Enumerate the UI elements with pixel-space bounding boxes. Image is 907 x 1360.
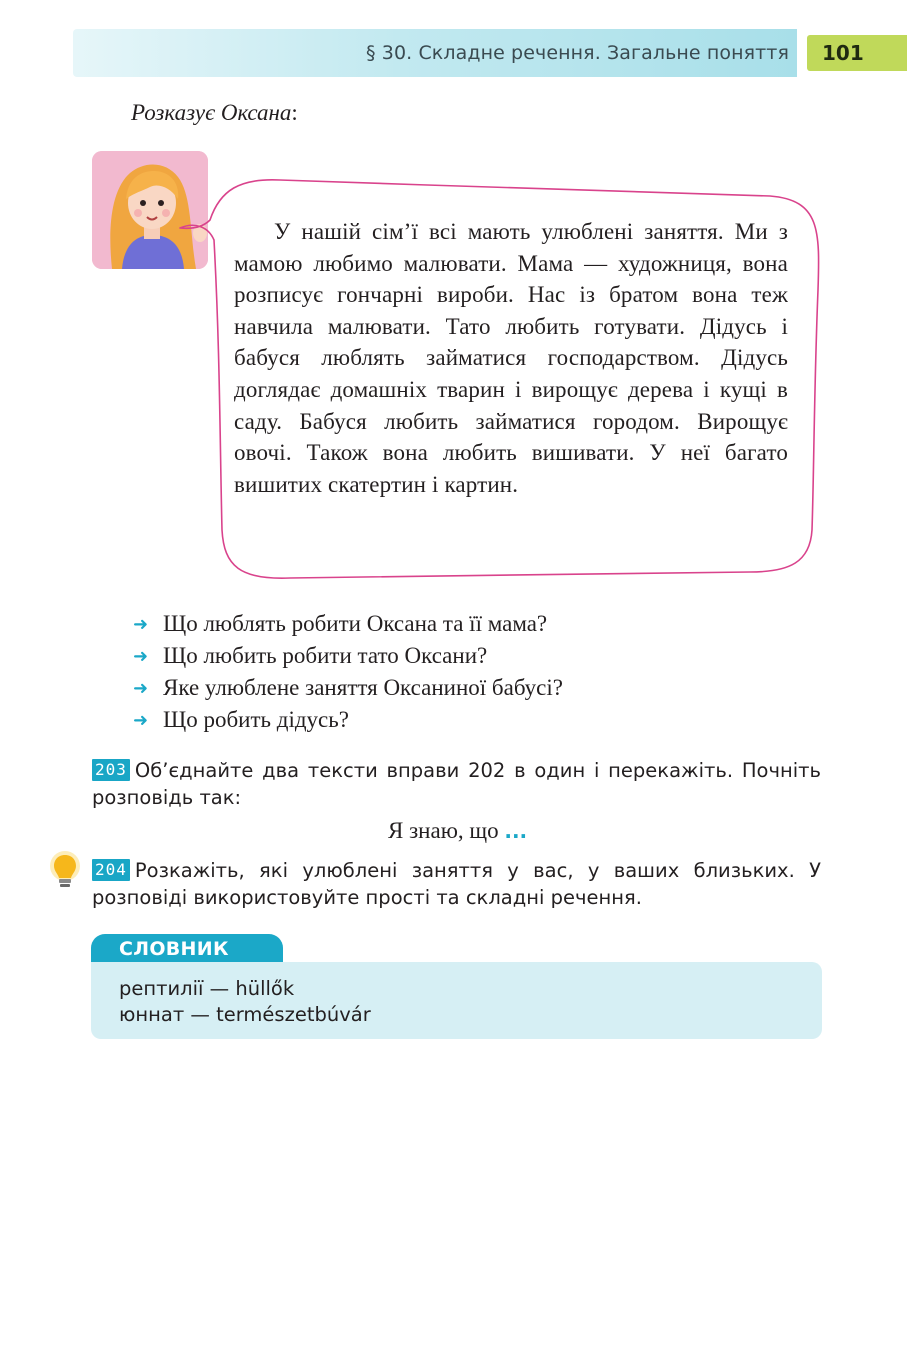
dictionary-box bbox=[91, 962, 822, 1039]
dictionary-entry: юннат — természetbúvár bbox=[119, 1003, 371, 1026]
question-text: Що робить дідусь? bbox=[163, 707, 349, 732]
exercise-text: Розкажіть, які улюблені заняття у вас, у ваших близьких. У розповіді використовуйте прості та складні речення. bbox=[92, 859, 821, 909]
lightbulb-icon bbox=[48, 851, 82, 893]
example-text: Я знаю, що bbox=[388, 818, 499, 843]
question-list bbox=[133, 608, 563, 736]
arrow-right-icon: ➜ bbox=[133, 614, 149, 634]
exercise-204 bbox=[92, 857, 821, 911]
exercise-text: Об’єднайте два тексти вправи 202 в один і перекажіть. Почніть розповідь так: bbox=[92, 759, 821, 809]
arrow-right-icon: ➜ bbox=[133, 678, 149, 698]
list-item bbox=[133, 608, 563, 640]
dictionary-title: СЛОВНИК bbox=[91, 934, 283, 964]
arrow-right-icon: ➜ bbox=[133, 710, 149, 730]
narrator-label: Розказує Оксана bbox=[131, 100, 292, 125]
question-text: Що любить робити тато Оксани? bbox=[163, 643, 488, 668]
page-number: 101 bbox=[807, 35, 907, 71]
narrator-colon: : bbox=[291, 100, 298, 125]
narrator-label-line bbox=[131, 100, 298, 126]
header-band bbox=[73, 29, 797, 77]
example-ellipsis: ... bbox=[504, 819, 528, 843]
section-title: § 30. Складне речення. Загальне поняття bbox=[366, 42, 789, 64]
exercise-number: 204 bbox=[92, 859, 130, 881]
list-item bbox=[133, 704, 563, 736]
list-item bbox=[133, 672, 563, 704]
arrow-right-icon: ➜ bbox=[133, 646, 149, 666]
example-phrase bbox=[388, 818, 527, 844]
exercise-203 bbox=[92, 757, 821, 811]
dictionary-entry: рептилії — hüllők bbox=[119, 977, 295, 1000]
question-text: Яке улюблене заняття Оксаниної бабусі? bbox=[163, 675, 563, 700]
exercise-number: 203 bbox=[92, 759, 130, 781]
list-item bbox=[133, 640, 563, 672]
story-text: У нашій сім’ї всі мають улюблені заняття. Ми з мамою любимо малювати. Мама — художниця, вона розписує гончарні вироби. Нас із братом вона теж навчила малювати. Тато любить готувати. Дідусь і бабуся люблять займатися господарством. Дідусь доглядає домашніх тварин і вирощує дерева і кущі в саду. Бабуся любить займатися городом. Вирощує овочі. Також вона любить вишивати. У неї багато вишитих скатертин і картин. bbox=[234, 219, 788, 497]
question-text: Що люблять робити Оксана та її мама? bbox=[163, 611, 548, 636]
